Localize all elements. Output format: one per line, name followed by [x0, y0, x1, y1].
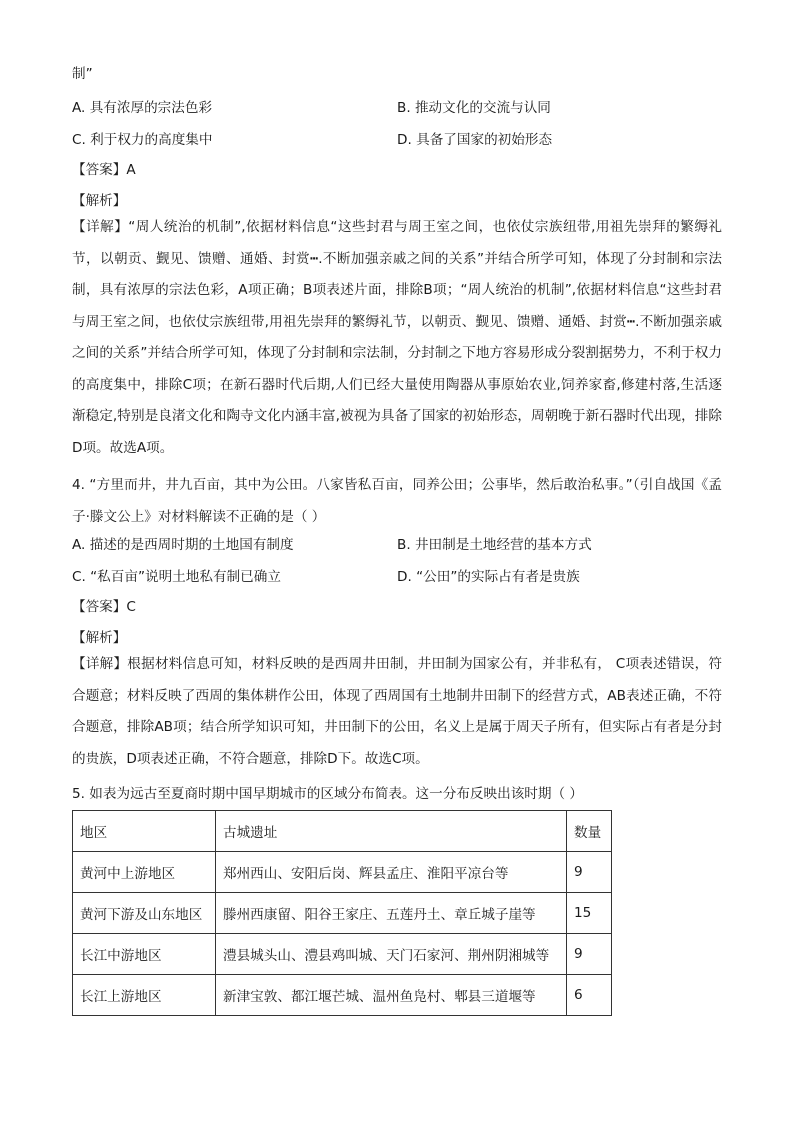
q3-option-c: C. 利于权力的高度集中 — [72, 132, 213, 148]
table-header-row — [73, 811, 612, 852]
table-header-cell: 地区 — [73, 811, 216, 852]
q3-option-a: A. 具有浓厚的宗法色彩 — [72, 100, 213, 116]
q4-answer: 【答案】C — [72, 599, 136, 615]
table-cell-count: 9 — [567, 852, 612, 893]
q3-analysis-label: 【解析】 — [72, 193, 127, 209]
table-row — [73, 852, 612, 893]
table-cell-sites: 澧县城头山、澧县鸡叫城、天门石家河、荆州阴湘城等 — [216, 934, 567, 975]
table-row — [73, 975, 612, 1016]
table-header-cell: 古城遗址 — [216, 811, 567, 852]
table-cell-count: 6 — [567, 975, 612, 1016]
q3-option-d: D. 具备了国家的初始形态 — [397, 132, 553, 148]
table-cell-sites: 郑州西山、安阳后岗、辉县孟庄、淮阳平凉台等 — [216, 852, 567, 893]
q4-option-b: B. 井田制是土地经营的基本方式 — [397, 537, 592, 553]
city-distribution-table — [72, 810, 612, 1016]
q4-detail: 【详解】根据材料信息可知，材料反映的是西周井田制，井田制为国家公有，并非私有， C项表述错误，符合题意；材料反映了西周的集体耕作公田，体现了西周国有土地制井田制下的经营方式，AB表述正确，不符合题意，排除AB项；结合所学知识可知，井田制下的公田，名义上是属于周天子所有，但实际占有者是分封的贵族，D项表述正确，不符合题意，排除D下。故选C项。 — [72, 656, 722, 767]
table-row — [73, 934, 612, 975]
table-row — [73, 893, 612, 934]
q3-stem-tail: 制” — [72, 66, 93, 82]
q3-answer: 【答案】A — [72, 162, 136, 178]
q3-option-b: B. 推动文化的交流与认同 — [397, 100, 551, 116]
table-header-cell: 数量 — [567, 811, 612, 852]
table-cell-region: 长江中游地区 — [73, 934, 216, 975]
q4-option-c: C. “私百亩”说明土地私有制已确立 — [72, 569, 281, 585]
table-cell-count: 9 — [567, 934, 612, 975]
q3-detail: 【详解】“周人统治的机制”,依据材料信息“这些封君与周王室之间，也依仗宗族纽带,用祖先崇拜的繁缛礼节，以朝贡、觐见、馈赠、通婚、封赏┅.不断加强亲戚之间的关系”并结合所学可知，体现了分封制和宗法制，具有浓厚的宗法色彩，A项正确；B项表述片面，排除B项；“周人统治的机制”,依据材料信息“这些封君与周王室之间，也依仗宗族纽带,用祖先崇拜的繁缛礼节，以朝贡、觐见、馈赠、通婚、封赏┅.不断加强亲戚之间的关系”并结合所学可知，体现了分封制和宗法制，分封制之下地方容易形成分裂割据势力，不利于权力的高度集中，排除C项；在新石器时代后期,人们已经大量使用陶器从事原始农业,饲养家畜,修建村落,生活逐渐稳定,特别是良渚文化和陶寺文化内涵丰富,被视为具备了国家的初始形态，周朝晚于新石器时代出现，排除D项。故选A项。 — [72, 219, 722, 456]
q4-stem: 4. “方里而井，井九百亩，其中为公田。八家皆私百亩，同养公田；公事毕，然后敢治私事。”（引自战国《孟子·滕文公上》对材料解读不正确的是（ ） — [72, 477, 722, 525]
q4-option-a: A. 描述的是西周时期的土地国有制度 — [72, 537, 294, 553]
table-cell-region: 黄河中上游地区 — [73, 852, 216, 893]
table-cell-sites: 新津宝敦、都江堰芒城、温州鱼凫村、郫县三道堰等 — [216, 975, 567, 1016]
q5-stem: 5. 如表为远古至夏商时期中国早期城市的区域分布简表。这一分布反映出该时期（ ） — [72, 786, 583, 802]
table-cell-region: 长江上游地区 — [73, 975, 216, 1016]
q4-option-d: D. “公田”的实际占有者是贵族 — [397, 569, 580, 585]
table-cell-count: 15 — [567, 893, 612, 934]
table-cell-region: 黄河下游及山东地区 — [73, 893, 216, 934]
table-cell-sites: 滕州西康留、阳谷王家庄、五莲丹土、章丘城子崖等 — [216, 893, 567, 934]
q4-analysis-label: 【解析】 — [72, 630, 127, 646]
